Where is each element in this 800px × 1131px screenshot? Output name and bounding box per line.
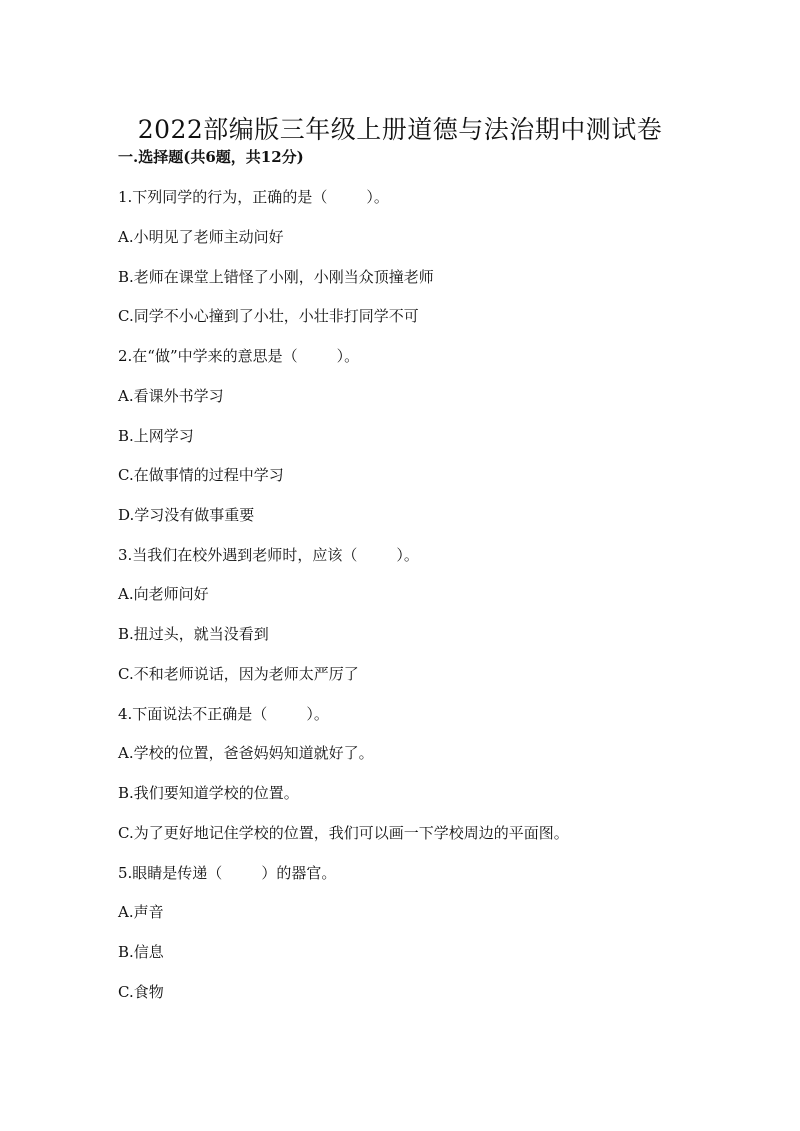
question-5-stem [118,862,336,884]
question-3-option-a: A.向老师问好 [118,585,209,603]
question-stem-tail: ）的器官。 [261,864,337,882]
question-stem-text: 5.眼睛是传递（ [118,864,223,882]
question-4-option-b: B.我们要知道学校的位置。 [118,784,299,802]
question-1-option-c: C.同学不小心撞到了小壮，小壮非打同学不可 [118,307,419,325]
question-2-stem [118,345,359,367]
question-2-option-a: A.看课外书学习 [118,387,224,405]
question-1-option-b: B.老师在课堂上错怪了小刚，小刚当众顶撞老师 [118,268,434,286]
question-2-option-c: C.在做事情的过程中学习 [118,466,284,484]
section-heading: 一.选择题(共6题，共12分) [118,148,304,166]
question-5-option-a: A.声音 [118,903,164,921]
question-stem-tail: ）。 [336,347,360,365]
question-3-option-c: C.不和老师说话，因为老师太严厉了 [118,665,359,683]
question-stem-text: 1.下列同学的行为，正确的是（ [118,188,328,206]
question-4-option-c: C.为了更好地记住学校的位置，我们可以画一下学校周边的平面图。 [118,824,569,842]
question-stem-tail: ）。 [396,546,419,564]
question-5-option-c: C.食物 [118,983,164,1001]
question-3-option-b: B.扭过头，就当没看到 [118,625,269,643]
question-1-option-a: A.小明见了老师主动问好 [118,228,284,246]
question-stem-text: 2.在“做”中学来的意思是（ [118,347,298,365]
question-2-option-d: D.学习没有做事重要 [118,506,255,524]
question-2-option-b: B.上网学习 [118,427,194,445]
page-title: 2022部编版三年级上册道德与法治期中测试卷 [137,114,663,144]
question-5-option-b: B.信息 [118,943,164,961]
question-stem-tail: ）。 [366,188,389,206]
question-3-stem [118,544,419,566]
question-stem-text: 4.下面说法不正确是（ [118,705,268,723]
question-4-option-a: A.学校的位置，爸爸妈妈知道就好了。 [118,744,374,762]
question-4-stem [118,703,329,725]
question-stem-text: 3.当我们在校外遇到老师时，应该（ [118,546,358,564]
question-1-stem [118,186,389,208]
question-stem-tail: ）。 [306,705,329,723]
